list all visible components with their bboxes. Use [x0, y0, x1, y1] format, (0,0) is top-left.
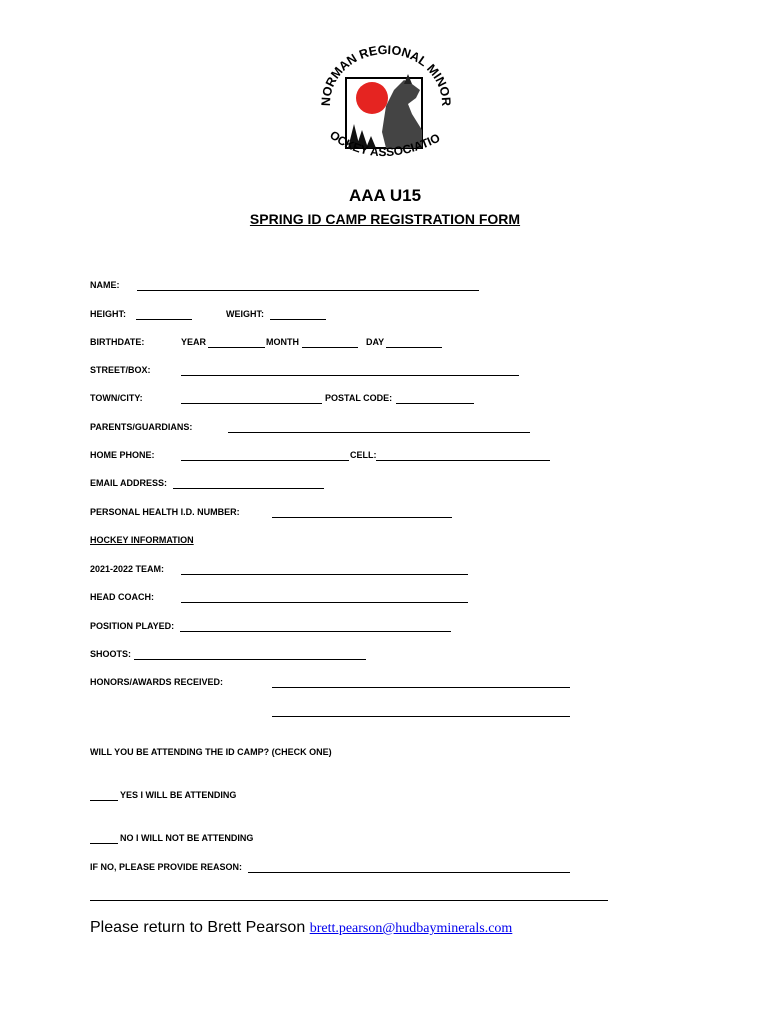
height-label: HEIGHT: — [90, 309, 126, 319]
height-field[interactable] — [136, 319, 192, 320]
sun-icon — [356, 82, 388, 114]
home-phone-label: HOME PHONE: — [90, 450, 155, 460]
cell-field[interactable] — [376, 460, 550, 461]
birthdate-label: BIRTHDATE: — [90, 337, 145, 347]
weight-field[interactable] — [270, 319, 326, 320]
reason-field[interactable] — [248, 872, 570, 873]
health-label: PERSONAL HEALTH I.D. NUMBER: — [90, 507, 240, 517]
street-label: STREET/BOX: — [90, 365, 151, 375]
logo-text-bottom: OCKEY ASSOCIATIO — [327, 127, 443, 160]
name-label: NAME: — [90, 280, 120, 290]
weight-label: WEIGHT: — [226, 309, 264, 319]
month-label: MONTH — [266, 337, 299, 347]
form-subtitle: SPRING ID CAMP REGISTRATION FORM — [249, 211, 521, 227]
parents-field[interactable] — [228, 432, 530, 433]
honors-field-2[interactable] — [272, 716, 570, 717]
month-field[interactable] — [302, 347, 358, 348]
form-title: AAA U15 — [348, 186, 422, 205]
attendance-question: WILL YOU BE ATTENDING THE ID CAMP? (CHECK ONE) — [90, 747, 332, 757]
hockey-info-heading: HOCKEY INFORMATION — [90, 535, 194, 545]
parents-label: PARENTS/GUARDIANS: — [90, 422, 193, 432]
coach-label: HEAD COACH: — [90, 592, 154, 602]
honors-label: HONORS/AWARDS RECEIVED: — [90, 677, 224, 687]
team-field[interactable] — [181, 574, 468, 575]
town-label: TOWN/CITY: — [90, 393, 143, 403]
home-phone-field[interactable] — [181, 460, 349, 461]
postal-label: POSTAL CODE: — [325, 393, 393, 403]
position-field[interactable] — [180, 631, 451, 632]
yes-option-label: YES I WILL BE ATTENDING — [120, 790, 237, 800]
cell-label: CELL: — [350, 450, 377, 460]
logo-text-top: NORMAN REGIONAL MINOR — [318, 44, 454, 107]
reason-label: IF NO, PLEASE PROVIDE REASON: — [90, 862, 243, 872]
reason-field-2[interactable] — [90, 900, 608, 901]
yes-checkbox-line[interactable] — [90, 800, 118, 801]
postal-field[interactable] — [396, 403, 474, 404]
position-label: POSITION PLAYED: — [90, 621, 175, 631]
email-label: EMAIL ADDRESS: — [90, 478, 168, 488]
health-field[interactable] — [272, 517, 452, 518]
name-field[interactable] — [137, 290, 479, 291]
honors-field-1[interactable] — [272, 687, 570, 688]
shoots-label: SHOOTS: — [90, 649, 132, 659]
contact-email-link[interactable]: brett.pearson@hudbayminerals.com — [309, 921, 513, 936]
association-logo — [316, 44, 454, 174]
return-instructions — [90, 919, 512, 937]
no-option-label: NO I WILL NOT BE ATTENDING — [120, 833, 254, 843]
day-label: DAY — [366, 337, 385, 347]
email-field[interactable] — [173, 488, 324, 489]
no-checkbox-line[interactable] — [90, 843, 118, 844]
day-field[interactable] — [386, 347, 442, 348]
street-field[interactable] — [181, 375, 519, 376]
shoots-field[interactable] — [134, 659, 366, 660]
return-text: Please return to Brett Pearson — [90, 919, 306, 936]
coach-field[interactable] — [181, 602, 468, 603]
year-field[interactable] — [208, 347, 265, 348]
town-field[interactable] — [181, 403, 322, 404]
year-label: YEAR — [181, 337, 207, 347]
team-label: 2021-2022 TEAM: — [90, 564, 165, 574]
